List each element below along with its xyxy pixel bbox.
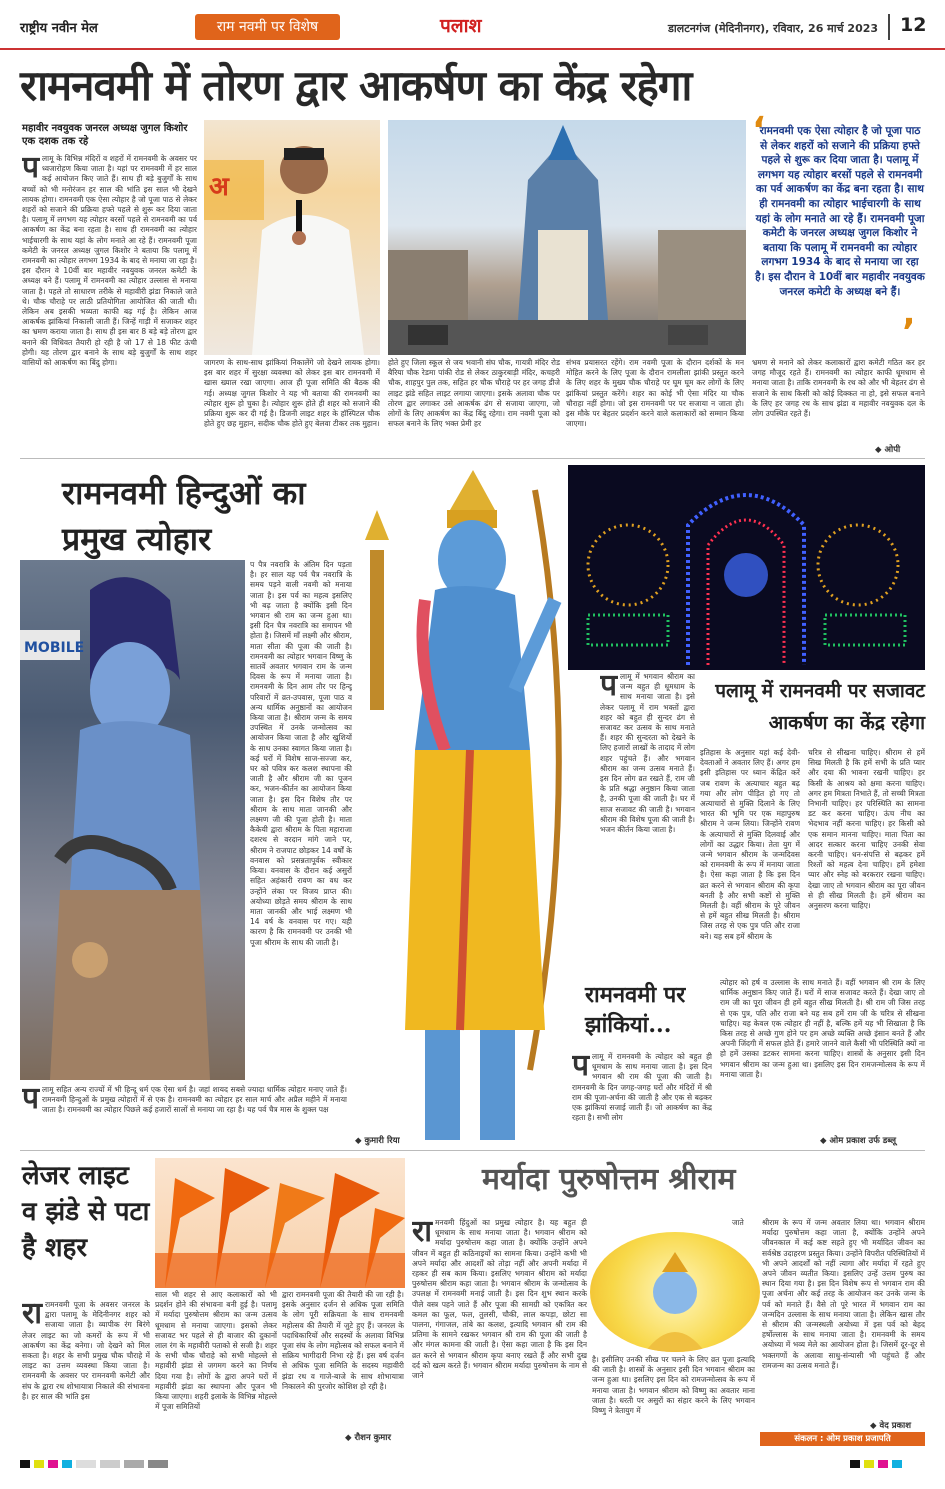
maryada-column-2: जाते xyxy=(732,1218,744,1227)
lead-column-5: भ्रमण से मनाने को लेकर कलाकारों द्वारा कमेटी गठित कर हर जगह मौजूद रहते हैं। रामनवमी का त्योहार काफी धूमधाम से मनाया जाता है। ताकि रामनवमी के रथ को और भी बेहतर ढंग से सजाने के साथ किसी को कोई दिक्कत ना हो, इसे सफल बनाने के लिए हर जगह रथ के साथ झंडा व महावीर नवयुवक दल के लोग उपस्थित रहते हैं। xyxy=(752,358,925,419)
section-label: राम नवमी पर विशेष xyxy=(195,14,340,40)
lead-column-1 xyxy=(22,154,197,454)
hindu-title: रामनवमी हिन्दुओं का प्रमुख त्योहार xyxy=(62,474,306,558)
saffron-flags-photo xyxy=(155,1158,405,1288)
maryada-column-1: रामनवमी हिंदुओं का प्रमुख त्योहार है। यह बहुत ही धूमधाम के साथ मनाया जाता है। भगवान श्रीराम को मर्यादा पुरुषोत्तम कहा जाता है। क्योंकि उन्होंने अपने जीवन में बहुत ही कठिनाइयों का सामना किया। उन्होंने कभी भी अपने मर्यादा और आदर्शों को तोड़ा नहीं और अपनी मर्यादा में रहकर ही सब काम किया। इसलिए भगवान श्रीराम को मर्यादा पुरुषोत्तम श्रीराम कहा जाता है। भगवान श्रीराम के जन्मोत्सव के उपलक्ष में रामनवमी मनाई जाती है। इस दिन शुभ स्थान करके पीले वस्त्र पहने जाते हैं और पूजा की सामग्री को एकत्रित कर कमल का फूल, फल, तुलसी, चौकी, लाल कपड़ा, छोटा सा पालना, गंगाजल, तांबे का कलश, इत्यादि भगवान श्री राम की प्रतिमा के सामने रखकर भगवान श्री राम की पूजा की जाती है और मंगल कामना की जाती है। ऐसा कहा जाता है कि इस दिन व्रत करने से भगवान श्रीराम कृपा बनाए रखते हैं और सभी दुख दर्द को खत्म करते हैं। भगवान श्रीराम मर्यादा पुरुषोत्तम के नाम से जाने xyxy=(412,1218,587,1381)
quote-open-mark: ‘ xyxy=(752,110,766,151)
palamu-text-1: लामू में भगवान श्रीराम का जन्म बहुत ही धूमधाम के साथ मनाया जाता है। इसे लेकर पलामू में राम भक्तों द्वारा शहर को बहुत ही सुन्दर ढंग से सजावट कर उत्सव के साथ मनाते हैं। शहर की सुन्दरता को देखने के लिए हजारों लाखों के तादाद में लोग शहर पहुंचते हैं। और भगवान श्रीराम का जन्म उत्सव मनाते हैं। इस दिन लोग व्रत रखते हैं, राम जी के प्रति श्रद्धा अनुष्ठान किया जाता है, उनकी पूजा की जाती है। घर में साज सजावट की जाती है। भगवान श्रीराम की विशेष पूजा की जाती है। भजन कीर्तन किया जाता है। xyxy=(600,672,695,835)
dropcap: प xyxy=(22,154,40,185)
jhanki-title: रामनवमी पर झांकियां... xyxy=(585,982,686,1038)
supplement-name: पलाश xyxy=(440,15,482,37)
palamu-byline: ◆ ओम प्रकाश उर्फ डब्लू xyxy=(820,1136,896,1146)
maryada-title: मर्यादा पुरुषोत्तम श्रीराम xyxy=(482,1162,736,1197)
hindu-bottom-text: पलामू सहित अन्य राज्यों में भी हिन्दू धर्म एक ऐसा धर्म है। जहां शायद सबसे ज्यादा धार्मिक त्योहार मनाए जाते हैं। रामनवमी हिन्दुओं के प्रमुख त्योहारों में से एक है। रामनवमी का त्योहार हर साल मार्च और अप्रैल महीने में मनाया जाता है। रामनवमी का त्योहार पिछले कई हजारों सालों से मनाया जा रहा है। यह पर्व चैत्र मास के शुक्ल पक्ष xyxy=(22,1085,347,1116)
laser-column-3: द्वारा रामनवमी पूजा की तैयारी की जा रही है। इसके अनुसार दर्जन से अधिक पूजा समिति के लोग पूरी सक्रियता के साथ रामनवमी महोत्सव की तैयारी में जुटे हुए हैं। जनरल के पदाधिकारियों और सदस्यों के अलावा विभिन्न पूजा संघ के लोग महोत्सव को सफल बनाने में सक्रिय भागीदारी निभा रहे हैं। इस वर्ष दर्जन से अधिक पूजा समिति के सदस्य महावीरी झंडा रथ व गाजे-बाजे के साथ शोभायात्रा निकालने की पुरजोर कोशिश हो रही है। xyxy=(282,1290,404,1391)
dateline: डालटनगंज (मेदिनीनगर), रविवार, 26 मार्च 2023 xyxy=(668,22,879,35)
lead-column-3: होते हुए जिला स्कूल से जय भवानी संघ चौक, गायत्री मंदिर रोड बैरिया चौक रेडमा पांकी रोड से लेकर ठाकुरबाड़ी मंदिर, कचहरी चौक, शाहपुर पुल तक, सहित हर चौक चौराहे पर हर जगह डीजे लाइट झंडे सहित लाइट लगाया जाएगा। इसके अलावा चौक पर तोरण द्वार लगाकर उसे आकर्षक ढंग से सजाया जाएगा, जो लोगों के लिए आकर्षण का केंद्र बिंदु रहेगा। राम नवमी पूजा को सफल बनाने के लिए भक्त प्रेमी हर xyxy=(388,358,560,429)
quote-close-mark: ’ xyxy=(902,312,916,353)
laser-column-1: रारामनवमी पूजा के अवसर जनरल के द्वारा पलामू के मेदिनीनगर शहर को सजाया जाता है। व्यापीक रंग बिरंगे लेजर लाइट का जो कमरों के रूप में भी आकर्षण का केंद्र बनेगा। जो देखने को मिल सकता है। शहर के सभी प्रमुख चौक चौराहे में लाइट का उत्तम व्यवस्था किया जाता है। रामनवमी के अवसर पर रामनवमी कमेटी और संघ के द्वारा रथ शोभायात्रा निकाले की संभावना है। हर साल की भांति इस xyxy=(22,1300,150,1401)
pull-quote: रामनवमी एक ऐसा त्योहार है जो पूजा पाठ से लेकर शहरों को सजाने की प्रक्रिया हफ्ते पहले से शुरू कर दिया जाता है। पलामू में लगभग यह त्योहार बरसों पहले से रामनवमी का पर्व आकर्षण का केंद्र बना रहता है। साथ ही रामनवमी का त्योहार भाईचारगी के साथ यहां के लोग मनाते आ रहे हैं। रामनवमी पूजा कमेटी के जनरल अध्यक्ष जुगल किशोर ने बताया कि पलामू में रामनवमी का त्योहार लगभग 1934 के बाद से मनाया जा रहा है। इस दौरान वे 10वीं बार महावीर नवयुवक जनरल कमेटी के अध्यक्ष बने हैं। xyxy=(755,125,925,298)
jhanki-text: लामू में रामनवमी के त्योहार को बहुत ही धूमधाम के साथ मनाया जाता है। इस दिन भगवान श्री राम की पूजा की जाती है। रामनवमी के दिन जगह-जगह घरों और मंदिरों में श्री राम की पूजा-अर्चना की जाती है और एक से बढ़कर एक झांकियां सजाई जाती हैं। जो आकर्षण का केंद्र रहता है। सभी लोग xyxy=(572,1052,712,1123)
speaker-photo xyxy=(204,120,380,355)
svg-text:अ: अ xyxy=(209,172,229,202)
lead-subhead: महावीर नवयुवक जनरल अध्यक्ष जुगल किशोर एक दशक तक रहे xyxy=(22,123,188,147)
compiler-credit: संकलन : ओम प्रकाश प्रजापति xyxy=(760,1432,925,1446)
maryada-column-3: श्रीराम के रूप में जन्म अवतार लिया था। भगवान श्रीराम मर्यादा पुरुषोत्तम कहा जाता है, क्योंकि उन्होंने अपने जीवनकाल में कई कष्ट सहते हुए भी मर्यादित जीवन का सर्वश्रेष्ठ उदाहरण प्रस्तुत किया। उन्होंने विपरीत परिस्थितियों में भी अपने आदर्शों को नहीं त्यागा और मर्यादा में रहते हुए अपने जीवन व्यतीत किया। इसलिए उन्हें उत्तम पुरुष का स्थान दिया गया है। इस दिन विशेष रूप से भगवान राम की पूजा अर्चना और कई तरह के आयोजन कर उनके जन्म के पर्व को मनाते हैं। वैसे तो पूरे भारत में भगवान राम का जन्मदिन उल्लास के साथ मनाया जाता है। लेकिन खास तौर से श्रीराम की जन्मस्थली अयोध्या में इस पर्व को बेहद हर्षोल्लास के साथ मनाया जाता है। रामनवमी के समय अयोध्या में भव्य मेले का आयोजन होता है। जिसमें दूर-दूर से भक्तगणों के अलावा साधु-संन्यासी भी पहुंचते हैं और रामजन्म का उत्सव मनाते हैं। xyxy=(762,1218,925,1370)
maryada-byline: ◆ वेद प्रकाश xyxy=(870,1421,912,1431)
brand-name: राष्ट्रीय नवीन मेल xyxy=(20,21,98,36)
palamu-column-3: चरित्र से सीखना चाहिए। श्रीराम से हमें सिख मिलती है कि हमें सभी के प्रति प्यार और दया की भावना रखनी चाहिए। हर किसी के आश्रय को क्षमा करना चाहिए। अगर हम मित्रता निभाते हैं, तो सच्ची मित्रता निभानी चाहिए। हर परिस्थिति का सामना डट कर करना चाहिए। ऊंच नीच का भेदभाव नहीं करना चाहिए। हर किसी को एक समान मानना चाहिए। माता पिता का आदर सत्कार करना चाहिए उनकी सेवा करनी चाहिए। धन-संपत्ति से बढ़कर हमें रिश्तों को महत्व देना चाहिए। हमें हमेशा प्यार और स्नेह को बरकरार रखना चाहिए। देखा जाए तो भगवान श्रीराम का पूरा जीवन से ही सीख मिलती है। हमें श्रीराम का अनुसरण करना चाहिए। xyxy=(808,748,925,911)
child-rama-photo xyxy=(590,1232,760,1352)
lead-text-1: लामू के विभिन्न मंदिरों व शहरों में रामनवमी के अवसर पर ध्वजारोहण किया जाता है। यहां पर रामनवमी में हर साल कई आयोजन किए जाते हैं। साथ ही बड़े बुजुर्गों के साथ बच्चों को भी मनोरंजन हर साल की भांति इस साल भी देखने लायक होगा। रामनवमी एक ऐसा त्योहार है जो पूजा पाठ से लेकर शहरों को सजाने की प्रक्रिया हफ्ते पहले से शुरू कर दिया जाता है। पलामू में लगभग यह त्योहार बरसों पहले से रामनवमी का पर्व आकर्षण का केंद्र बना रहता है। साथ ही रामनवमी का त्योहार भाईचारगी के साथ यहां के लोग मनाते आ रहे हैं। रामनवमी पूजा कमेटी के जनरल अध्यक्ष जुगल किशोर ने बताया कि पलामू में रामनवमी का त्योहार लगभग 1934 के बाद से मनाया जा रहा है। इस दौरान वे 10वीं बार महावीर नवयुवक जनरल कमेटी के अध्यक्ष बने हैं। पलामू में रामनवमी का त्योहार उल्लास से मनाया जाता है। पहले तो साधारण तरीके से महावीरी झंडा निकाले जाते थे। चौक चौराहे पर लाठी प्रतियोगिता आयोजित की जाती थी। लेकिन अब इसकी भव्यता काफी बढ़ गई है। लेकिन आज आकर्षक झांकियां निकाली जाती हैं। जिन्हें गाड़ी में सजाकर शहर का भ्रमण कराया जाता है। साथ ही इस बार 8 बड़े बड़े तोरण द्वार बनाने की विधिवत तैयारी हो रही है जो 17 से 18 फीट ऊंची होगी। यह तोरण द्वार बनाने के साथ बड़े बुजुर्गों के साथ शहर वासियों को आकर्षण का बिंदु होगा। xyxy=(22,154,197,368)
maryada-text-1: मनवमी हिंदुओं का प्रमुख त्योहार है। यह बहुत ही धूमधाम के साथ मनाया जाता है। भगवान श्रीराम को मर्यादा पुरुषोत्तम कहा जाता है। क्योंकि उन्होंने अपने जीवन में बहुत ही कठिनाइयों का सामना किया। उन्होंने कभी भी अपने मर्यादा और आदर्शों को तोड़ा नहीं और अपनी मर्यादा में रहकर ही सब काम किया। इसलिए भगवान श्रीराम को मर्यादा पुरुषोत्तम श्रीराम कहा जाता है। भगवान श्रीराम के जन्मोत्सव के उपलक्ष में रामनवमी मनाई जाती है। इस दिन शुभ स्थान करके पीले वस्त्र पहने जाते हैं और पूजा की सामग्री को एकत्रित कर कमल का फूल, फल, तुलसी, चौकी, लाल कपड़ा, छोटा सा पालना, गंगाजल, तांबे का कलश, इत्यादि भगवान श्री राम की प्रतिमा के सामने रखकर भगवान श्री राम की पूजा की जाती है और मंगल कामना की जाती है। ऐसा कहा जाता है कि इस दिन व्रत करने से भगवान श्रीराम कृपा बनाए रखते हैं और सभी दुख दर्द को खत्म करते हैं। भगवान श्रीराम मर्यादा पुरुषोत्तम के नाम से जाने xyxy=(412,1218,587,1381)
torana-gate-photo xyxy=(388,120,746,355)
lead-column-2: जागरण के साथ-साथ झांकियां निकालेंगे जो देखने लायक होगा। इस बार शहर में सुरक्षा व्यवस्था को लेकर इस बार रामनवमी में खास ख्याल रखा जाएगा। आज ही पूजा समिति की बैठक की गई। अध्यक्ष जुगल किशोर ने यह भी बताया की रामनवमी का त्योहार शुरू हो चुका है। त्योहार शुरू होते ही शहर को सजाने की प्रक्रिया शुरू कर दी गई है। डिजनी लाइट शहर के हॉस्पिटल चौक होते हुए छह मुहान, सदीक चौक होते हुए बेलवा टीकर तक मुहान। xyxy=(204,358,380,429)
palamu-title: पलामू में रामनवमी पर सजावट आकर्षण का केंद्र रहेगा xyxy=(715,680,925,734)
footer-color-strip xyxy=(20,1455,925,1467)
hindu-byline: ◆ कुमारी रिया xyxy=(355,1136,400,1146)
page-number: 12 xyxy=(888,14,926,40)
lead-headline: रामनवमी में तोरण द्वार आकर्षण का केंद्र रहेगा xyxy=(20,61,692,110)
maryada-column-4: है। इसीलिए उनकी सीख पर चलने के लिए व्रत पूजा इत्यादि की जाती है। शास्त्रों के अनुसार इसी दिन भगवान श्रीराम का जन्म हुआ था। इसलिए इस दिन को रामजन्मोत्सव के रूप में मनाया जाता है। भगवान श्रीराम को विष्णु का अवतार माना जाता है। धरती पर असुरों का संहार करने के लिए भगवान विष्णु ने त्रेतायुग में xyxy=(592,1355,755,1416)
svg-text:MOBILE: MOBILE xyxy=(24,640,85,656)
palamu-column-1: पलामू में भगवान श्रीराम का जन्म बहुत ही धूमधाम के साथ मनाया जाता है। इसे लेकर पलामू में राम भक्तों द्वारा शहर को बहुत ही सुन्दर ढंग से सजावट कर उत्सव के साथ मनाते हैं। शहर की सुन्दरता को देखने के लिए हजारों लाखों के तादाद में लोग शहर पहुंचते हैं। और भगवान श्रीराम का जन्म उत्सव मनाते हैं। इस दिन लोग व्रत रखते हैं, राम जी के प्रति श्रद्धा अनुष्ठान किया जाता है, उनकी पूजा की जाती है। घर में साज सजावट की जाती है। भगवान श्रीराम की विशेष पूजा की जाती है। भजन कीर्तन किया जाता है। xyxy=(600,672,695,835)
section-divider xyxy=(20,458,925,459)
lord-rama-illustration xyxy=(355,470,585,1170)
hindu-bottom-body: लामू सहित अन्य राज्यों में भी हिन्दू धर्म एक ऐसा धर्म है। जहां शायद सबसे ज्यादा धार्मिक त्योहार मनाए जाते हैं। रामनवमी हिन्दुओं के प्रमुख त्योहारों में से एक है। रामनवमी का त्योहार हर साल मार्च और अप्रैल महीने में मनाया जाता है। रामनवमी का त्योहार पिछले कई हजारों सालों से मनाया जा रहा है। यह पर्व चैत्र मास के शुक्ल पक्ष xyxy=(42,1085,347,1115)
hindu-column: प पैत्र नवरात्रि के अंतिम दिन पड़ता है। हर साल यह पर्व चैत्र नवरात्रि के समय पड़ने वाली नवमी को मनाया जाता है। इस पर्व का महत्व इसलिए भी बढ़ जाता है क्योंकि इसी दिन भगवान श्री राम का जन्म हुआ था। इसी दिन चैत्र नवरात्रि का समापन भी होता है। जिसमें माँ लक्ष्मी और श्रीराम, माता सीता की पूजा की जाती है। रामनवमी का त्योहार भगवान विष्णु के सातवें अवतार भगवान राम के जन्म दिवस के रूप में मनाया जाता है। रामनवमी के दिन आम तौर पर हिन्दू परिवारों में व्रत-उपवास, पूजा पाठ व अन्य धार्मिक अनुष्ठानों का आयोजन किया जाता है। श्रीराम जन्म के समय उपस्थित में उनके जन्मोत्सव का आयोजन किया जाता है और खुशियों के साथ उनका स्वागत किया जाता है। कई घरों में विशेष साज-सज्जा कर, घर को पवित्र कर कलश स्थापना की जाती है और श्रीराम जी का पूजन कर, भजन-कीर्तन का आयोजन किया जाता है। इस दिन विशेष तौर पर श्रीराम के साथ माता जानकी और लक्ष्मण जी की पूजा होती है। माता कैकेयी द्वारा श्रीराम के पिता महाराजा दशरथ से वरदान मांगे जाने पर, श्रीराम ने राजपाट छोड़कर 14 वर्षों के वनवास को प्रसन्नतापूर्वक स्वीकार किया। वनवास के दौरान कई असुरों सहित अहंकारी रावण का वध कर उन्होंने लंका पर विजय प्राप्त की। अयोध्या छोड़ते समय श्रीराम के साथ माता जानकी और भाई लक्ष्मण भी 14 वर्ष के वनवास पर गए। यही कारण है कि रामनवमी पर उनकी भी पूजा श्रीराम के साथ की जाती है। xyxy=(250,560,352,947)
laser-title: लेजर लाइट व झंडे से पटा है शहर xyxy=(22,1161,150,1263)
jhanki-column-2: त्योहार को हर्ष व उल्लास के साथ मनाते हैं। वहीं भगवान श्री राम के लिए धार्मिक अनुष्ठान किए जाते हैं। घरों में साज सजावट करते हैं। देखा जाए तो राम जी का पूरा जीवन ही हमें बहुत सीख मिलती है। श्री राम जी जिस तरह से एक पुत्र, पति और राजा बने यह सब हमें राम जी के चरित्र से सीखना चाहिए। यह केवल एक त्योहार ही नहीं है, बल्कि हमें यह भी सिखाता है कि किस तरह से अच्छे गुण होने पर हम अच्छे व्यक्ति अच्छे इंसान बनते हैं और अपनी जिंदगी में सफल होते हैं। हमारे जानने वाले कैसी भी परिस्थिति क्यों ना हो हमें उसका डटकर सामना करना चाहिए। शास्त्रों के अनुसार इसी दिन भगवान श्रीराम का जन्म हुआ था। इसलिए इस दिन रामजन्मोत्सव के रूप में मनाया जाता है। xyxy=(720,978,925,1079)
lead-column-4: संभव प्रयासरत रहेंगे। राम नवमी पूजा के दौरान दर्शकों के मन मोहित करने के लिए पूजा के दौरान रामलीला झांकी प्रस्तुत करने के लिए शहर के मुख्य चौक चौराहे पर घूम घूम कर लोगों के लिए झांकियां प्रस्तुत करेंगे। शहर का कोई भी ऐसा मंदिर या चौक चौराहा नहीं होगा। जो इस रामनवमी पर पर सजाया न जाता हो। इस मौके पर बेहतर प्रदर्शन करने वाले कलाकारों को सम्मान किया जाएगा। xyxy=(566,358,744,429)
lead-byline: ◆ ओपी xyxy=(875,445,901,455)
laser-text-1: रामनवमी पूजा के अवसर जनरल के द्वारा पलामू के मेदिनीनगर शहर को सजाया जाता है। व्यापीक रंग बिरंगे लेजर लाइट का जो कमरों के रूप में भी आकर्षण का केंद्र बनेगा। जो देखने को मिल सकता है। शहर के सभी प्रमुख चौक चौराहे में लाइट का उत्तम व्यवस्था किया जाता है। रामनवमी के अवसर पर रामनवमी कमेटी और संघ के द्वारा रथ शोभायात्रा निकाले की संभावना है। हर साल की भांति इस xyxy=(22,1300,150,1401)
shiva-performer-photo xyxy=(20,560,245,1080)
palamu-column-2: इतिहास के अनुसार यहां कई देवी-देवताओं ने अवतार लिए हैं। अगर हम इसी इतिहास पर ध्यान केंद्रित करें जब रावण के अत्याचार बहुत बढ़ गया और लोग पीड़ित हो गए तो अत्याचारों से मुक्ति दिलाने के लिए भारत की भूमि पर एक महापुरुष श्रीराम ने जन्म लिया। जिन्होंने रावण के अत्याचारों से मुक्ति दिलवाई और लोगों का उद्धार किया। तेता युग में जन्मे भगवान श्रीराम के जन्मदिवस को रामनवमी के रूप में मनाया जाता है। ऐसा कहा जाता है कि इस दिन व्रत करने से भगवान श्रीराम की कृपा बनती है और सभी कष्टों से मुक्ति मिलती है। वहीं श्रीराम के पूरे जीवन से हमें बहुत सीख मिलती है। श्रीराम जिस तरह से एक पुत्र पति और राजा बने। यह सब हमें श्रीराम के xyxy=(700,748,800,941)
laser-column-2: साल भी शहर से आए कलाकारों को भी प्रदर्शन होने की संभावना बनी हुई है। पलामू में मर्यादा पुरुषोत्तम श्रीराम का जन्म उत्सव धूमधाम से मनाया जाएगा। इसको लेकर सजावट भर पहले से ही बाजार की दुकानों लाल रंग के महावीरी पताको से सजी है। शहर के सभी चौक चौराहे को सभी मोहल्ले से महावीरी झंडा से जगमग करने का निर्णय दिया गया है। लोगों के द्वारा अपने घरों में महावीरी झंडा का स्थापना और पूजन भी किया जाएगा। शहरी इलाके के विभिन्न मोहल्ले में पूजा समितियों xyxy=(155,1290,277,1412)
section-divider-2 xyxy=(20,1150,925,1151)
light-decoration-photo xyxy=(568,465,925,670)
laser-byline: ◆ रौशन कुमार xyxy=(345,1433,391,1443)
jhanki-column-1: पलामू में रामनवमी के त्योहार को बहुत ही धूमधाम के साथ मनाया जाता है। इस दिन भगवान श्री राम की पूजा की जाती है। रामनवमी के दिन जगह-जगह घरों और मंदिरों में श्री राम की पूजा-अर्चना की जाती है और एक से बढ़कर एक झांकियां सजाई जाती हैं। जो आकर्षण का केंद्र रहता है। सभी लोग xyxy=(572,1052,712,1123)
